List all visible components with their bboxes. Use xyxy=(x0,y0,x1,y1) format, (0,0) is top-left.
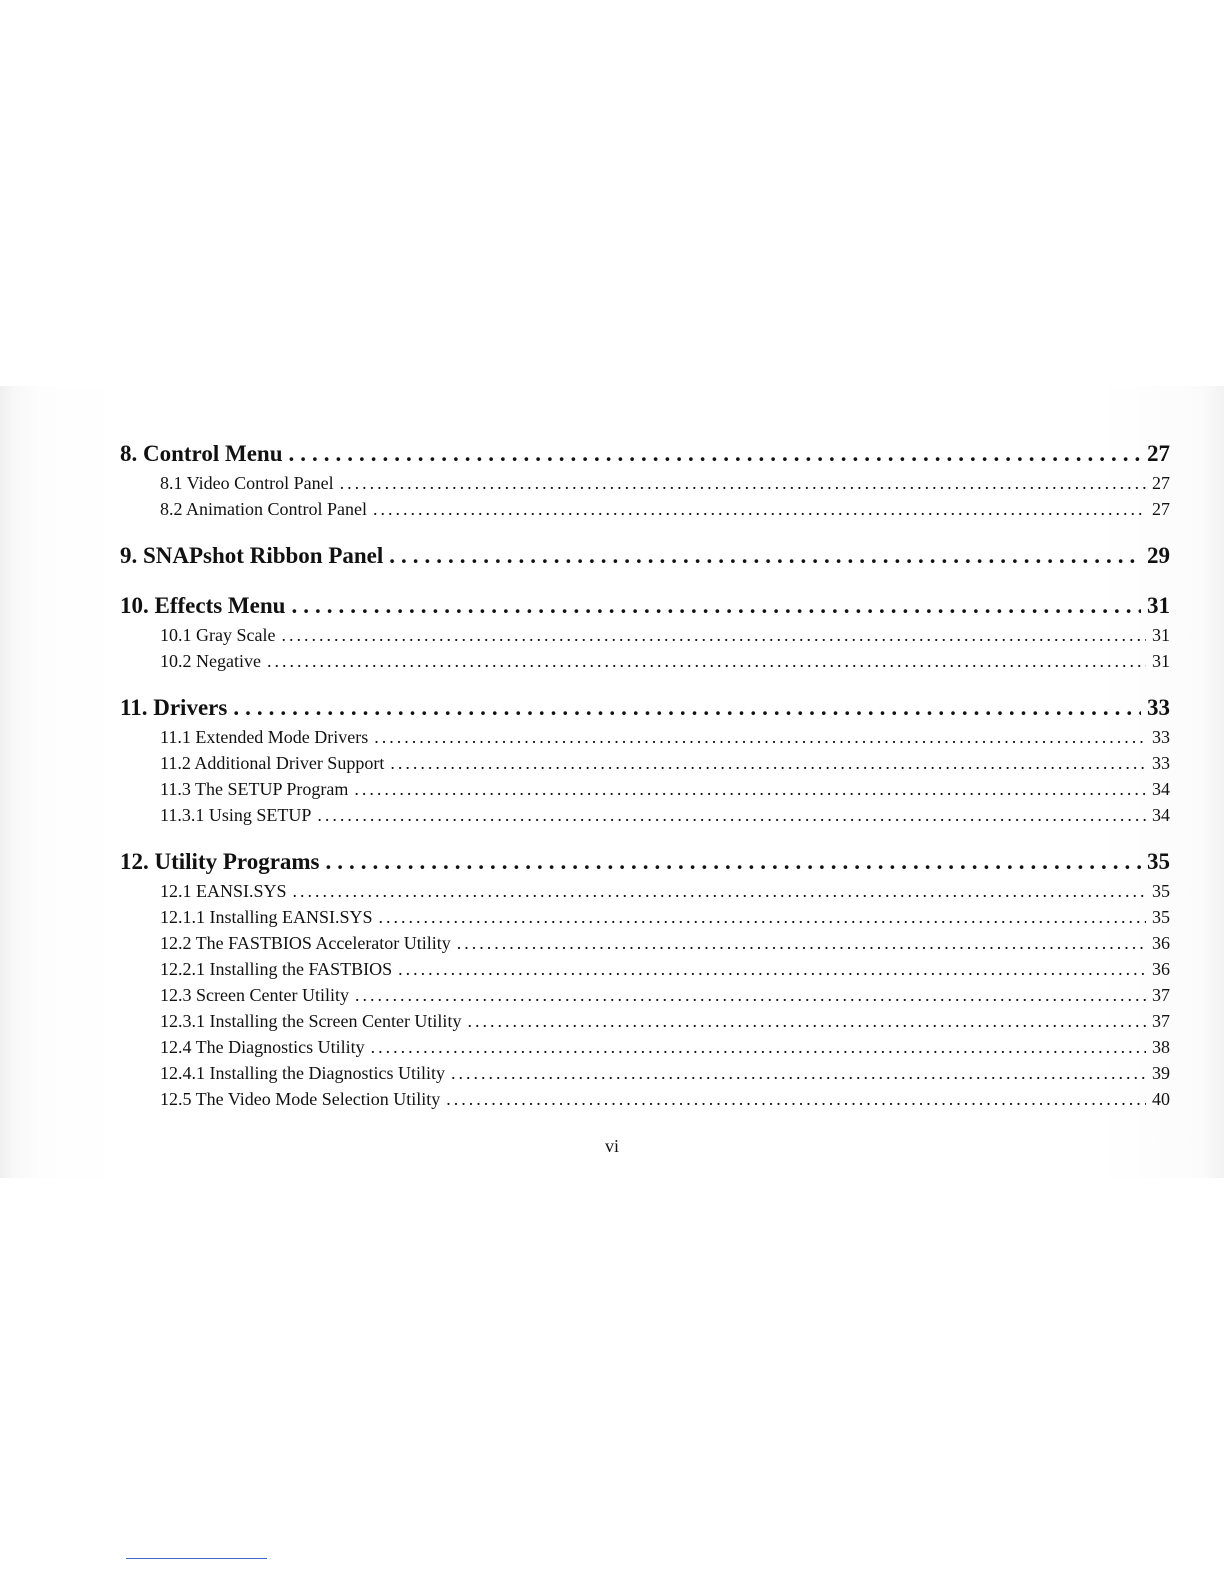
dot-leader xyxy=(326,846,1141,878)
toc-entry-row xyxy=(120,622,1170,648)
dot-leader xyxy=(457,930,1146,956)
toc-entry-title: 12.4 The Diagnostics Utility xyxy=(160,1037,365,1057)
toc-entry-row xyxy=(120,1060,1170,1086)
toc-chapter-title: 10. Effects Menu xyxy=(120,593,286,618)
toc-entry-page: 27 xyxy=(1152,499,1170,519)
toc-entry-row xyxy=(120,724,1170,750)
toc-entry-page: 33 xyxy=(1152,727,1170,747)
toc-entry-row xyxy=(120,496,1170,522)
toc-entry-page: 39 xyxy=(1152,1063,1170,1083)
toc-entry-title: 10.2 Negative xyxy=(160,651,261,671)
dot-leader xyxy=(293,878,1146,904)
toc-section xyxy=(120,438,1170,522)
toc-entry-title: 11.2 Additional Driver Support xyxy=(160,753,385,773)
toc-entry-row xyxy=(120,750,1170,776)
toc-entry-title: 12.1.1 Installing EANSI.SYS xyxy=(160,907,373,927)
dot-leader xyxy=(389,540,1141,572)
toc-section xyxy=(120,846,1170,1112)
toc-chapter-page: 31 xyxy=(1147,593,1170,618)
dot-leader xyxy=(373,496,1146,522)
toc-entry-title: 8.1 Video Control Panel xyxy=(160,473,334,493)
toc-entry-title: 10.1 Gray Scale xyxy=(160,625,276,645)
toc-chapter-page: 35 xyxy=(1147,849,1170,874)
toc-entry-page: 37 xyxy=(1152,985,1170,1005)
toc-entry-page: 31 xyxy=(1152,651,1170,671)
toc-entry-title: 12.1 EANSI.SYS xyxy=(160,881,287,901)
dot-leader xyxy=(289,438,1142,470)
dot-leader xyxy=(281,622,1146,648)
dot-leader xyxy=(467,1008,1146,1034)
toc-chapter-title: 11. Drivers xyxy=(120,695,228,720)
page-number: vi xyxy=(604,1136,619,1156)
toc-entry-title: 12.3.1 Installing the Screen Center Utility xyxy=(160,1011,462,1031)
toc-entry-title: 8.2 Animation Control Panel xyxy=(160,499,367,519)
toc-entry-page: 38 xyxy=(1152,1037,1170,1057)
dot-leader xyxy=(340,470,1146,496)
dot-leader xyxy=(379,904,1146,930)
toc-entry-page: 33 xyxy=(1152,753,1170,773)
toc-entry-row xyxy=(120,930,1170,956)
toc-entry-page: 36 xyxy=(1152,933,1170,953)
toc-entry-row xyxy=(120,956,1170,982)
toc-entry-page: 31 xyxy=(1152,625,1170,645)
dot-leader xyxy=(390,750,1146,776)
toc-entry-row xyxy=(120,802,1170,828)
toc-section xyxy=(120,590,1170,674)
table-of-contents xyxy=(120,438,1170,1130)
toc-chapter-row xyxy=(120,540,1170,572)
toc-entry-row xyxy=(120,776,1170,802)
toc-chapter-row xyxy=(120,438,1170,470)
toc-entry-row xyxy=(120,1086,1170,1112)
toc-entry-row xyxy=(120,878,1170,904)
toc-entry-title: 11.1 Extended Mode Drivers xyxy=(160,727,369,747)
toc-entry-title: 11.3.1 Using SETUP xyxy=(160,805,312,825)
toc-chapter-title: 9. SNAPshot Ribbon Panel xyxy=(120,543,384,568)
toc-entry-page: 34 xyxy=(1152,779,1170,799)
toc-entry-row xyxy=(120,1008,1170,1034)
toc-chapter-row xyxy=(120,590,1170,622)
toc-chapter-page: 29 xyxy=(1147,543,1170,568)
toc-entry-page: 40 xyxy=(1152,1089,1170,1109)
dot-leader xyxy=(374,724,1146,750)
footer-rule xyxy=(126,1558,267,1559)
toc-entry-title: 12.5 The Video Mode Selection Utility xyxy=(160,1089,441,1109)
toc-entry-page: 36 xyxy=(1152,959,1170,979)
dot-leader xyxy=(354,776,1146,802)
toc-section xyxy=(120,692,1170,828)
toc-chapter-title: 12. Utility Programs xyxy=(120,849,320,874)
toc-chapter-row xyxy=(120,846,1170,878)
toc-section xyxy=(120,540,1170,572)
toc-entry-page: 27 xyxy=(1152,473,1170,493)
dot-leader xyxy=(451,1060,1146,1086)
toc-entry-title: 12.2 The FASTBIOS Accelerator Utility xyxy=(160,933,451,953)
dot-leader xyxy=(291,590,1141,622)
dot-leader xyxy=(317,802,1146,828)
toc-chapter-page: 33 xyxy=(1147,695,1170,720)
toc-entry-title: 11.3 The SETUP Program xyxy=(160,779,349,799)
dot-leader xyxy=(267,648,1146,674)
toc-entry-page: 35 xyxy=(1152,881,1170,901)
dot-leader xyxy=(355,982,1146,1008)
toc-entry-row xyxy=(120,904,1170,930)
toc-chapter-row xyxy=(120,692,1170,724)
toc-chapter-page: 27 xyxy=(1147,441,1170,466)
dot-leader xyxy=(446,1086,1146,1112)
toc-entry-row xyxy=(120,1034,1170,1060)
toc-entry-title: 12.3 Screen Center Utility xyxy=(160,985,349,1005)
dot-leader xyxy=(233,692,1141,724)
toc-entry-row xyxy=(120,470,1170,496)
toc-entry-page: 37 xyxy=(1152,1011,1170,1031)
toc-entry-title: 12.2.1 Installing the FASTBIOS xyxy=(160,959,393,979)
dot-leader xyxy=(398,956,1146,982)
toc-entry-title: 12.4.1 Installing the Diagnostics Utility xyxy=(160,1063,445,1083)
toc-entry-row xyxy=(120,648,1170,674)
toc-entry-page: 35 xyxy=(1152,907,1170,927)
dot-leader xyxy=(371,1034,1146,1060)
toc-entry-row xyxy=(120,982,1170,1008)
toc-entry-page: 34 xyxy=(1152,805,1170,825)
toc-chapter-title: 8. Control Menu xyxy=(120,441,283,466)
